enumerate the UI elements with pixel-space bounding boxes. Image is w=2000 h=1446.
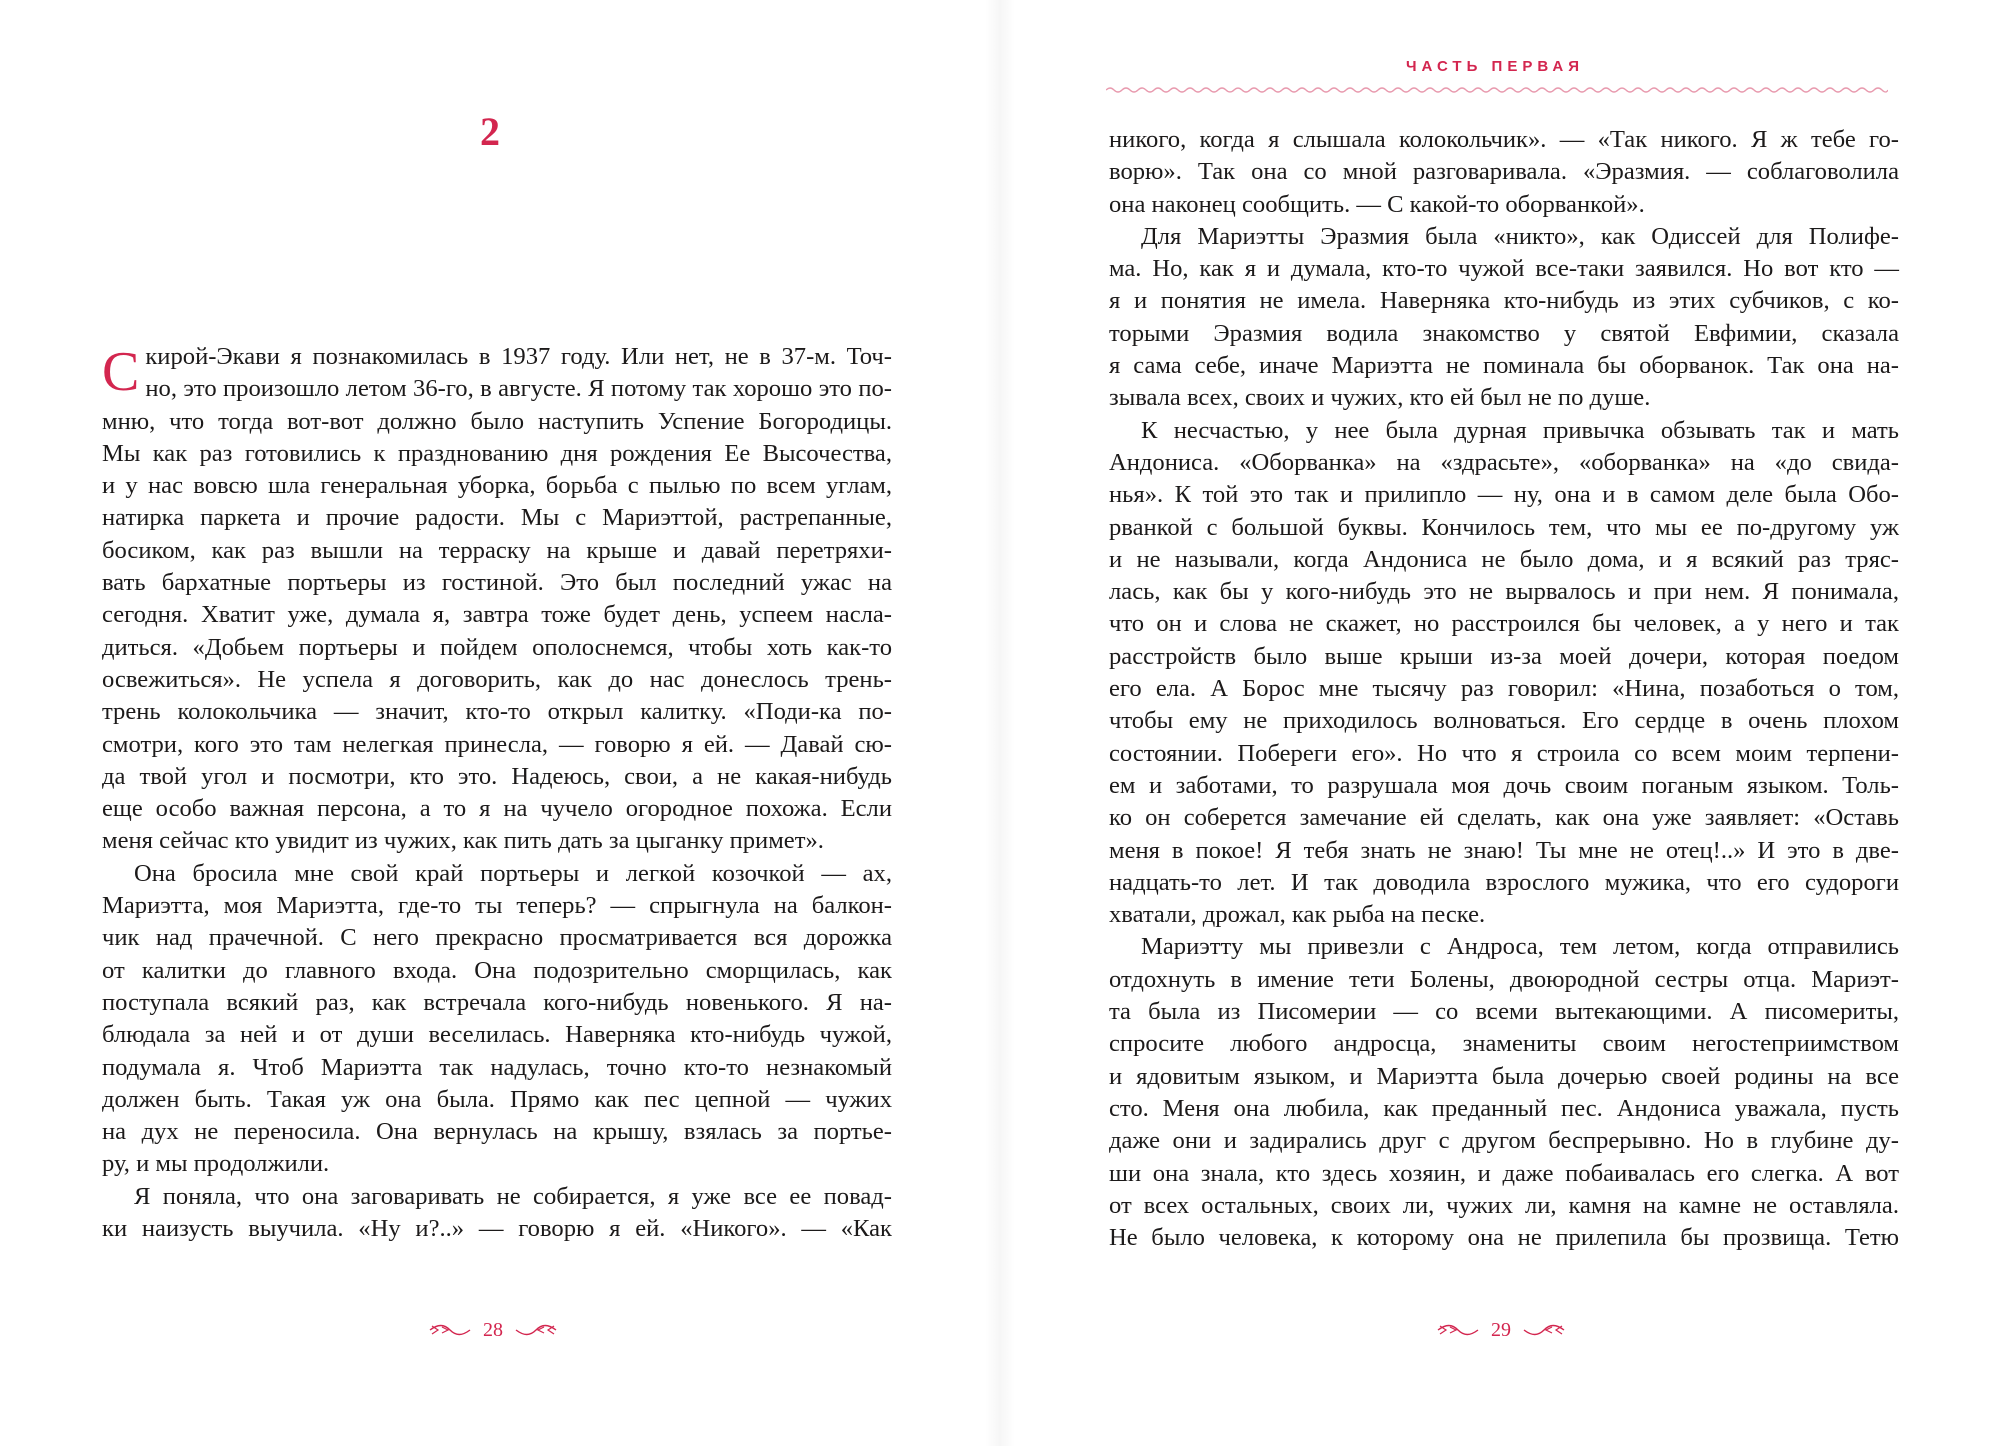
text-line: что он и слова не скажет, но расстроился бы человек, а у него и так — [1109, 610, 1899, 638]
text-line: ки наизусть выучила. «Ну и?..» — говорю я ей. «Никого». — «Как — [102, 1215, 892, 1243]
running-head: ЧАСТЬ ПЕРВАЯ — [1405, 58, 1585, 75]
text-line: ем и заботами, то разрушала моя дочь своим поганым языком. Толь- — [1109, 771, 1899, 799]
text-line: диться. «Добьем портьеры и пойдем ополоснемся, чтобы хоть как-то — [102, 633, 892, 661]
text-line: чик над прачечной. С него прекрасно просматривается вся дорожка — [102, 924, 892, 952]
text-line: должен быть. Такая уж она была. Прямо как пес цепной — чужих — [102, 1085, 892, 1113]
text-line: подумала я. Чтоб Мариэтта так надулась, точно кто-то незнакомый — [102, 1053, 892, 1081]
text-line: никого, когда я слышала колокольчик». — «Так никого. Я ж тебе го- — [1109, 126, 1899, 153]
text-line: хватали, дрожал, как рыба на песке. — [1109, 901, 1486, 929]
text-line: лась, как бы у кого-нибудь это не вырвалось и при нем. Я понимала, — [1109, 578, 1899, 606]
text-line: состоянии. Побереги его». Но что я строила со всем моим терпени- — [1109, 739, 1899, 767]
text-line: Мариэтта, моя Мариэтта, где-то ты теперь? — спрыгнула на балкон- — [102, 892, 892, 920]
text-line: Мариэтту мы привезли с Андроса, тем летом, когда отправились — [1141, 933, 1899, 961]
text-line: Мы как раз готовились к празднованию дня рождения Ее Высочества, — [102, 439, 892, 467]
text-line: на дух не переносила. Она вернулась на крышу, взялась за портье- — [102, 1118, 892, 1146]
text-line: сегодня. Хватит уже, думала я, завтра тоже будет день, успеем насла- — [102, 601, 892, 629]
text-line: еще особо важная персона, а то я на чучело огородное похожа. Если — [102, 795, 892, 823]
chapter-number: 2 — [480, 109, 500, 154]
right-page — [1000, 0, 2000, 1446]
text-line: Андониса. «Оборванка» на «здрасьте», «оборванка» на «до свида- — [1109, 448, 1899, 476]
text-line: меня в покое! Я тебя знать не знаю! Ты мне не отец!..» И это в две- — [1109, 836, 1899, 864]
text-line: босиком, как раз вышли на терраску на крыше и давай перетряхи- — [102, 536, 892, 564]
text-line: трень колокольчика — значит, кто-то открыл калитку. «Поди-ка по- — [102, 698, 892, 726]
ornament-right-icon — [1522, 1323, 1566, 1337]
text-line: Не было человека, к которому она не прилепила бы прозвища. Тетю — [1109, 1224, 1899, 1252]
text-line: чтобы ему не приходилось волноваться. Его сердце в очень плохом — [1109, 707, 1899, 735]
text-line: смотри, кого это там нелегкая принесла, — говорю я ей. — Давай сю- — [102, 730, 892, 758]
text-line: рванкой с большой буквы. Кончилось тем, что мы ее по-другому уж — [1109, 513, 1899, 541]
text-line: сто. Меня она любила, как преданный пес. Андониса уважала, пусть — [1109, 1094, 1899, 1122]
text-line: та была из Писомерии — со всеми вытекающими. А писомериты, — [1109, 998, 1899, 1026]
text-line: ма. Но, как я и думала, кто-то чужой все-таки заявился. Но вот кто — — [1109, 255, 1899, 283]
text-line: я сама себе, иначе Мариэтта не поминала бы оборванок. Так она на- — [1109, 352, 1899, 380]
text-line: Для Мариэтты Эразмия была «никто», как Одиссей для Полифе- — [1141, 222, 1899, 250]
text-line: ши она знала, кто здесь хозяин, и даже побаивалась его слегка. А вот — [1109, 1159, 1899, 1187]
text-line: поступала всякий раз, как встречала кого-нибудь новенького. Я на- — [102, 988, 892, 1016]
text-line: вать бархатные портьеры из гостиной. Это был последний ужас на — [102, 569, 892, 597]
text-line: от всех остальных, своих ли, чужих ли, камня на камне не оставляла. — [1109, 1191, 1899, 1219]
text-line: ру, и мы продолжили. — [102, 1150, 330, 1178]
text-line: кирой-Экави я познакомилась в 1937 году. Или нет, не в 37-м. Точ- — [145, 343, 892, 370]
text-line: расстройств было выше крыши из-за моей дочери, которая поедом — [1109, 642, 1899, 670]
drop-cap: С — [102, 341, 140, 403]
text-line: освежиться». Не успела я договорить, как до нас донеслось трень- — [102, 665, 892, 693]
text-line: ворю». Так она со мной разговаривала. «Эразмия. — соблаговолила — [1109, 158, 1899, 186]
ornament-left-icon — [1436, 1323, 1480, 1337]
text-line: нья». К той это так и прилипло — ну, она и в самом деле была Обо- — [1109, 481, 1899, 509]
text-line: надцать-то лет. И так доводила взрослого мужика, что его судороги — [1109, 868, 1899, 896]
text-line: даже они и задирались друг с другом беспрерывно. Но в глубине ду- — [1109, 1127, 1899, 1155]
page-number-left — [393, 1318, 593, 1342]
wavy-rule-icon — [1106, 86, 1888, 94]
text-line: спросите любого андросца, знамениты своим негостеприимством — [1109, 1030, 1899, 1058]
text-line: от калитки до главного входа. Она подозрительно сморщилась, как — [102, 956, 892, 984]
text-line: но, это произошло летом 36-го, в августе. Я потому так хорошо это по- — [145, 375, 892, 403]
right-page-text — [1109, 124, 1899, 1254]
text-line: я и понятия не имела. Наверняка кто-нибудь из этих субчиков, с ко- — [1109, 287, 1899, 315]
text-line: меня сейчас кто увидит из чужих, как пить дать за цыганку примет». — [102, 827, 824, 855]
folio-number: 28 — [483, 1318, 503, 1341]
folio-number: 29 — [1491, 1318, 1511, 1341]
text-line: и у нас вовсю шла генеральная уборка, борьба с пылью по всем углам, — [102, 472, 892, 500]
text-line: блюдала за ней и от души веселилась. Наверняка кто-нибудь чужой, — [102, 1021, 892, 1049]
text-line: зывала всех, своих и чужих, кто ей был не по душе. — [1109, 384, 1651, 412]
text-line: отдохнуть в имение тети Болены, двоюродной сестры отца. Мариэт- — [1109, 965, 1899, 993]
text-line: Она бросила мне свой край портьеры и легкой козочкой — ах, — [134, 859, 892, 887]
text-line: ко он соберется замечание ей сделать, как она уже заявляет: «Оставь — [1109, 804, 1899, 832]
ornament-right-icon — [514, 1323, 558, 1337]
text-line: и ядовитым языком, и Мариэтта была дочерью своей родины на все — [1109, 1062, 1899, 1090]
left-page-text — [102, 341, 892, 1245]
text-line: она наконец сообщить. — С какой-то оборванкой». — [1109, 190, 1645, 218]
ornament-left-icon — [428, 1323, 472, 1337]
text-line: натирка паркета и прочие радости. Мы с Мариэттой, растрепанные, — [102, 504, 892, 532]
text-line: и не называли, когда Андониса не было дома, и я всякий раз тряс- — [1109, 545, 1899, 573]
text-line: его ела. А Борос мне тысячу раз говорил: «Нина, позаботься о том, — [1109, 675, 1899, 703]
text-line: торыми Эразмия водила знакомство у святой Евфимии, сказала — [1109, 319, 1899, 347]
text-line: мню, что тогда вот-вот должно было наступить Успение Богородицы. — [102, 407, 892, 435]
text-line: К несчастью, у нее была дурная привычка обзывать так и мать — [1141, 416, 1899, 444]
text-line: да твой угол и посмотри, кто это. Надеюсь, свои, а не какая-нибудь — [102, 762, 892, 790]
page-number-right — [1401, 1318, 1601, 1342]
text-line: Я поняла, что она заговаривать не собирается, я уже все ее повад- — [134, 1182, 892, 1210]
